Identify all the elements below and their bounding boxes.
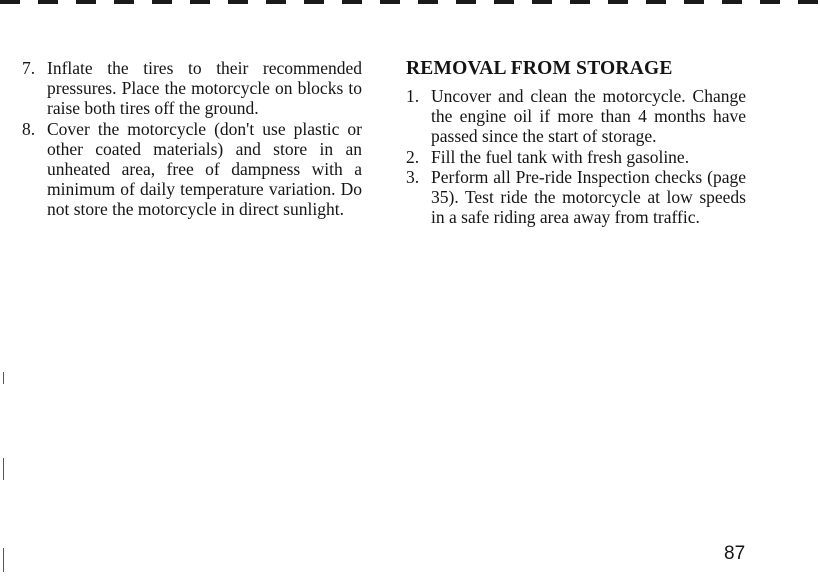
item-text: Uncover and clean the motorcycle. Change the engine oil if more than 4 months have passed since the start of storage. <box>431 86 746 147</box>
gutter-mark <box>3 458 4 480</box>
item-number: 2. <box>406 146 420 167</box>
right-column <box>406 58 746 227</box>
item-number: 1. <box>406 86 420 106</box>
item-number: 8. <box>22 118 36 139</box>
list-item <box>406 86 746 147</box>
gutter-mark <box>3 372 4 384</box>
removal-steps-list <box>406 86 746 227</box>
list-item <box>22 119 362 220</box>
section-heading: REMOVAL FROM STORAGE <box>406 58 673 79</box>
left-column <box>22 58 362 220</box>
item-text: Fill the fuel tank with fresh gasoline. <box>431 146 690 167</box>
item-text: Inflate the tires to their recommended pressures. Place the motorcycle on blocks to raise both tires off the ground. <box>47 58 362 119</box>
storage-steps-list <box>22 58 362 220</box>
item-number: 7. <box>22 58 36 78</box>
list-item <box>406 147 746 167</box>
top-edge-rule <box>0 0 820 4</box>
item-text: Perform all Pre-ride Inspection checks (page 35). Test ride the motorcycle at low speeds in a safe riding area away from traffic. <box>431 166 746 228</box>
item-text: Cover the motorcycle (don't use plastic or other coated materials) and store in an unheated area, free of dampness with a minimum of daily temperature variation. Do not store the motorcycle in direct sunlight. <box>47 118 362 220</box>
list-item <box>22 58 362 119</box>
item-number: 3. <box>406 166 420 187</box>
gutter-mark <box>3 548 4 572</box>
list-item <box>406 167 746 228</box>
page-number: 87 <box>724 543 746 564</box>
